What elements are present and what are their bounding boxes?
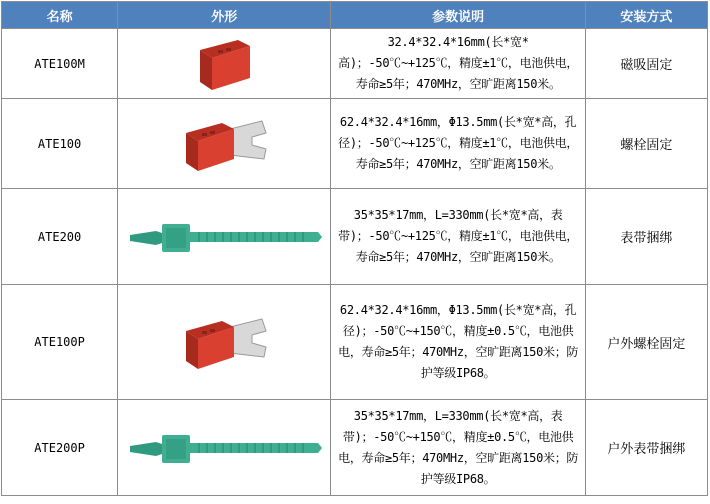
product-description: 62.4*32.4*16mm，Φ13.5mm(长*宽*高，孔径)；-50℃~+125℃，精度±1℃，电池供电，寿命≥5年；470MHz，空旷距离150米。 (331, 99, 585, 189)
product-name: ATE200P (2, 400, 118, 496)
product-name: ATE200 (2, 189, 118, 285)
product-name: ATE100M (2, 29, 118, 99)
product-image-cell (118, 189, 331, 285)
spec-table (1, 1, 708, 496)
header-mounting: 安装方式 (585, 2, 707, 29)
product-mounting: 户外螺栓固定 (585, 285, 707, 400)
product-image-cell (118, 29, 331, 99)
product-image-cell (118, 99, 331, 189)
product-mounting: 螺栓固定 (585, 99, 707, 189)
header-name: 名称 (2, 2, 118, 29)
table-row (2, 400, 708, 496)
product-description: 32.4*32.4*16mm(长*宽*高)；-50℃~+125℃，精度±1℃，电池供电，寿命≥5年；470MHz，空旷距离150米。 (331, 29, 585, 99)
green-strap-sensor-icon (126, 219, 322, 255)
green-strap-sensor-icon (126, 430, 322, 466)
product-image-cell (118, 285, 331, 400)
header-appearance: 外形 (118, 2, 331, 29)
product-description: 62.4*32.4*16mm，Φ13.5mm(长*宽*高，孔径)；-50℃~+150℃，精度±0.5℃，电池供电，寿命≥5年；470MHz，空旷距离150米；防护等级IP68。 (331, 285, 585, 400)
header-row (2, 2, 708, 29)
red-square-sensor-icon (194, 36, 254, 92)
product-description: 35*35*17mm，L=330mm(长*宽*高，表带)；-50℃~+125℃，精度±1℃，电池供电，寿命≥5年；470MHz，空旷距离150米。 (331, 189, 585, 285)
product-name: ATE100 (2, 99, 118, 189)
table-row (2, 99, 708, 189)
product-mounting: 户外表带捆绑 (585, 400, 707, 496)
product-mounting: 表带捆绑 (585, 189, 707, 285)
red-sensor-with-lug-icon (180, 115, 268, 173)
product-name: ATE100P (2, 285, 118, 400)
table-row (2, 285, 708, 400)
red-sensor-with-lug-icon (180, 313, 268, 371)
table-row (2, 29, 708, 99)
product-mounting: 磁吸固定 (585, 29, 707, 99)
table-row (2, 189, 708, 285)
header-description: 参数说明 (331, 2, 585, 29)
product-image-cell (118, 400, 331, 496)
product-description: 35*35*17mm，L=330mm(长*宽*高，表带)；-50℃~+150℃，精度±0.5℃，电池供电，寿命≥5年；470MHz，空旷距离150米；防护等级IP68。 (331, 400, 585, 496)
